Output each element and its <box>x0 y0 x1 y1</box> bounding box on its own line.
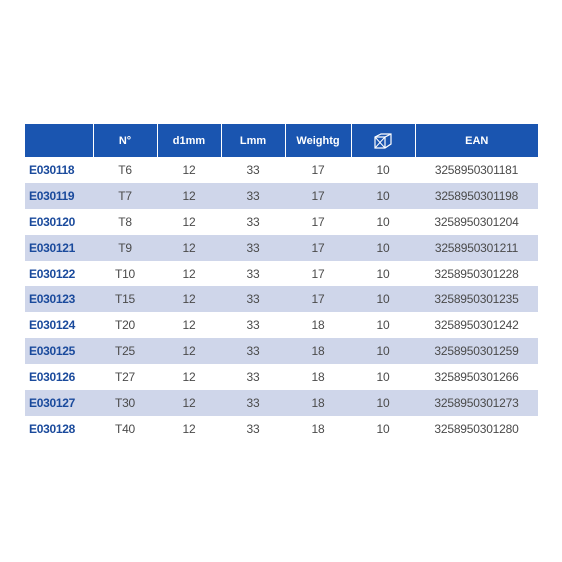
diameter-cell: 12 <box>182 214 196 229</box>
header-diameter: d1mm <box>157 124 221 157</box>
weight-cell: 18 <box>311 421 325 436</box>
weight-cell: 17 <box>311 162 325 177</box>
table-body <box>25 157 538 442</box>
ref-cell: E030126 <box>29 370 75 385</box>
header-row <box>25 124 538 157</box>
length-cell: 33 <box>246 162 260 177</box>
table-row <box>25 338 538 364</box>
ean-cell: 3258950301211 <box>415 235 538 261</box>
header-length: Lmm <box>221 124 285 157</box>
length-cell: 33 <box>246 214 260 229</box>
table-row <box>25 286 538 312</box>
pack-qty-cell: 10 <box>376 318 390 333</box>
box-icon <box>373 132 393 150</box>
number-cell: T10 <box>114 266 136 281</box>
number-cell: T30 <box>93 390 157 416</box>
spec-table-wrapper <box>25 124 538 442</box>
ref-cell: E030118 <box>29 162 75 177</box>
weight-cell: 17 <box>285 183 351 209</box>
header-weight: Weightg <box>285 124 351 157</box>
length-cell: 33 <box>221 338 285 364</box>
length-cell: 33 <box>246 266 260 281</box>
ean-cell: 3258950301204 <box>434 214 519 229</box>
weight-cell: 18 <box>311 318 325 333</box>
length-cell: 33 <box>246 421 260 436</box>
table-row <box>25 416 538 442</box>
number-cell: T8 <box>118 214 132 229</box>
table-row <box>25 364 538 390</box>
ref-cell: E030124 <box>29 318 75 333</box>
spec-table <box>25 124 538 442</box>
ean-cell: 3258950301266 <box>434 370 519 385</box>
diameter-cell: 12 <box>157 183 221 209</box>
ref-cell: E030127 <box>25 390 93 416</box>
pack-qty-cell: 10 <box>376 370 390 385</box>
ref-cell: E030128 <box>29 421 75 436</box>
diameter-cell: 12 <box>182 370 196 385</box>
length-cell: 33 <box>221 390 285 416</box>
header-pack <box>351 124 415 157</box>
pack-qty-cell: 10 <box>376 214 390 229</box>
ean-cell: 3258950301181 <box>434 162 519 177</box>
header-number: N° <box>93 124 157 157</box>
length-cell: 33 <box>221 183 285 209</box>
weight-cell: 17 <box>311 266 325 281</box>
weight-cell: 18 <box>311 370 325 385</box>
diameter-cell: 12 <box>182 318 196 333</box>
pack-qty-cell: 10 <box>351 183 415 209</box>
table-row <box>25 235 538 261</box>
number-cell: T6 <box>118 162 132 177</box>
number-cell: T27 <box>114 370 136 385</box>
length-cell: 33 <box>221 235 285 261</box>
length-cell: 33 <box>246 318 260 333</box>
ref-cell: E030119 <box>25 183 93 209</box>
diameter-cell: 12 <box>157 235 221 261</box>
pack-qty-cell: 10 <box>376 162 390 177</box>
pack-qty-cell: 10 <box>351 235 415 261</box>
table-row <box>25 183 538 209</box>
ean-cell: 3258950301259 <box>415 338 538 364</box>
weight-cell: 18 <box>285 390 351 416</box>
pack-qty-cell: 10 <box>351 390 415 416</box>
weight-cell: 18 <box>285 338 351 364</box>
diameter-cell: 12 <box>182 421 196 436</box>
table-row <box>25 261 538 287</box>
diameter-cell: 12 <box>157 390 221 416</box>
ean-cell: 3258950301273 <box>415 390 538 416</box>
diameter-cell: 12 <box>157 338 221 364</box>
ref-cell: E030120 <box>29 214 75 229</box>
pack-qty-cell: 10 <box>376 266 390 281</box>
pack-qty-cell: 10 <box>351 338 415 364</box>
number-cell: T9 <box>93 235 157 261</box>
ref-cell: E030122 <box>29 266 75 281</box>
table-row <box>25 312 538 338</box>
ref-cell: E030123 <box>25 286 93 312</box>
pack-qty-cell: 10 <box>376 421 390 436</box>
number-cell: T7 <box>93 183 157 209</box>
ref-cell: E030121 <box>25 235 93 261</box>
ean-cell: 3258950301228 <box>434 266 519 281</box>
ean-cell: 3258950301242 <box>434 318 519 333</box>
number-cell: T15 <box>93 286 157 312</box>
header-ean: EAN <box>415 124 538 157</box>
table-row <box>25 209 538 235</box>
weight-cell: 17 <box>285 235 351 261</box>
table-row <box>25 157 538 183</box>
diameter-cell: 12 <box>182 162 196 177</box>
weight-cell: 17 <box>311 214 325 229</box>
table-row <box>25 390 538 416</box>
length-cell: 33 <box>246 370 260 385</box>
pack-qty-cell: 10 <box>351 286 415 312</box>
number-cell: T20 <box>114 318 136 333</box>
header-ref <box>25 124 93 157</box>
diameter-cell: 12 <box>182 266 196 281</box>
diameter-cell: 12 <box>157 286 221 312</box>
ean-cell: 3258950301235 <box>415 286 538 312</box>
ean-cell: 3258950301198 <box>415 183 538 209</box>
ref-cell: E030125 <box>25 338 93 364</box>
ean-cell: 3258950301280 <box>434 421 519 436</box>
number-cell: T25 <box>93 338 157 364</box>
weight-cell: 17 <box>285 286 351 312</box>
number-cell: T40 <box>114 421 136 436</box>
length-cell: 33 <box>221 286 285 312</box>
